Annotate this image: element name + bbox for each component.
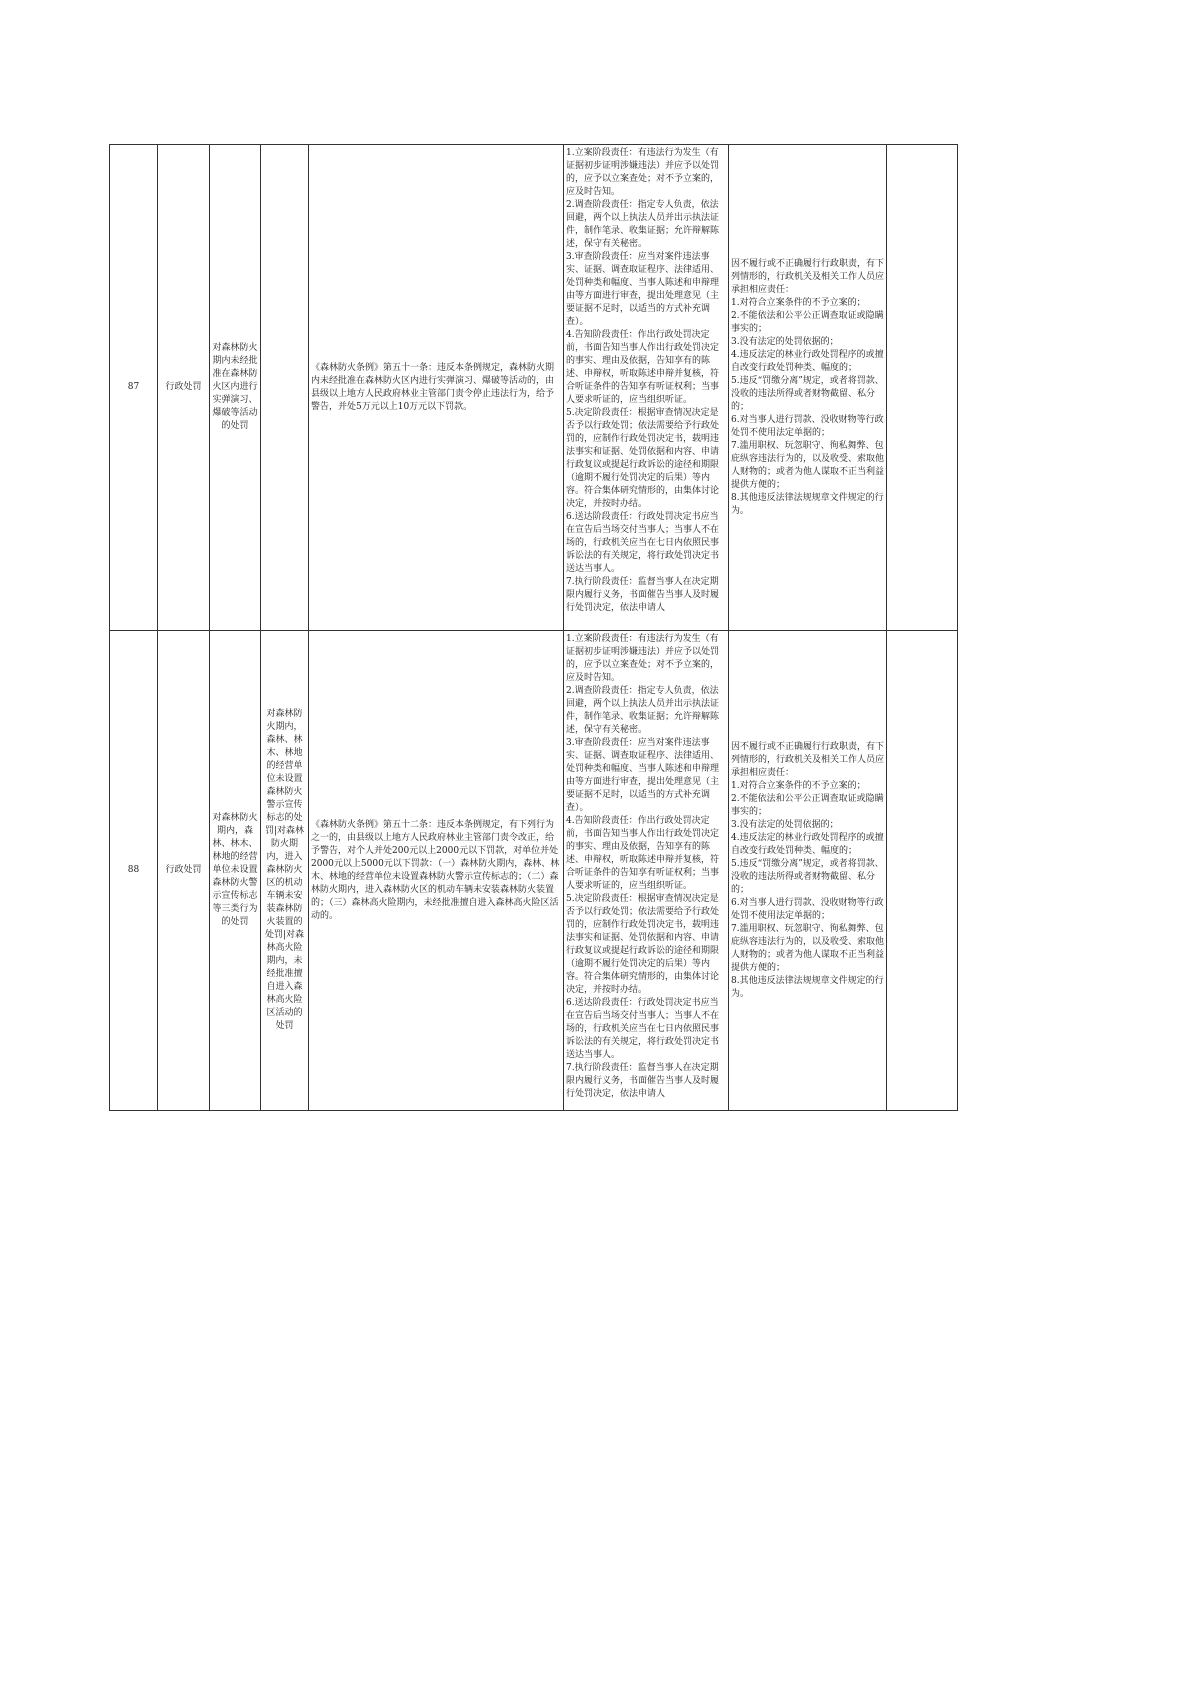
accountability-cell [729,145,887,631]
legal-basis: 《森林防火条例》第五十二条：违反本条例规定，有下列行为之一的，由县级以上地方人民政府林业主管部门责令改正，给予警告，对个人并处200元以上2000元以下罚款，对单位并处2000元以上5000元以下罚款：（一）森林防火期内，森林、林木、林地的经营单位未设置森林防火警示宣传标志的；（二）森林防火期内，进入森林防火区的机动车辆未安装森林防火装置的；（三）森林高火险期内，未经批准擅自进入森林高火险区活动的。 [309,631,564,1111]
responsibility-text: 1.立案阶段责任：有违法行为发生（有证据初步证明涉嫌违法）并应予以处罚的，应予以立案查处；对不予立案的，应及时告知。 2.调查阶段责任：指定专人负责，依法回避，两个以上执法人员并出示执法证件，制作笔录、收集证据；允许辩解陈述，保守有关秘密。 3.审查阶段责任：应当对案件违法事实、证据、调查取证程序、法律适用、处罚种类和幅度、当事人陈述和申辩理由等方面进行审查，提出处理意见（主要证据不足时，以适当的方式补充调查）。 4.告知阶段责任：作出行政处罚决定前，书面告知当事人作出行政处罚决定的事实、理由及依据，告知享有的陈述、申辩权，听取陈述申辩并复核，符合听证条件的告知享有听证权利；当事人要求听证的，应当组织听证。 5.决定阶段责任：根据审查情况决定是否予以行政处罚；依法需要给予行政处罚的，应制作行政处罚决定书，载明违法事实和证据、处罚依据和内容、申请行政复议或提起行政诉讼的途径和期限（逾期不履行处罚决定的后果）等内容。符合集体研究情形的，由集体讨论决定，并按时办结。 6.送达阶段责任：行政处罚决定书应当在宣告后当场交付当事人；当事人不在场的，行政机关应当在七日内依照民事诉讼法的有关规定，将行政处罚决定书送达当事人。 7.执行阶段责任：监督当事人在决定期限内履行义务，书面催告当事人及时履行处罚决定，依法申请人 [566,633,720,1099]
accountability-text: 因不履行或不正确履行行政职责，有下列情形的，行政机关及相关工作人员应承担相应责任： 1.对符合立案条件的不予立案的； 2.不能依法和公平公正调查取证或隐瞒事实的； 3.没有法定的处罚依据的； 4.违反法定的林业行政处罚程序的或擅自改变行政处罚种类、幅度的； 5.违反“罚缴分离”规定，或者将罚款、没收的违法所得或者财物截留、私分的； 6.对当事人进行罚款、没收财物等行政处罚不使用法定单据的； 7.滥用职权、玩忽职守、徇私舞弊、包庇纵容违法行为的，以及收受、索取他人财物的；或者为他人谋取不正当利益提供方便的； 8.其他违反法律法规规章文件规定的行为。 [731,741,885,999]
table-row [110,145,958,631]
item-number: 88 [110,631,158,1111]
responsibility-text: 1.立案阶段责任：有违法行为发生（有证据初步证明涉嫌违法）并应予以处罚的，应予以立案查处；对不予立案的，应及时告知。 2.调查阶段责任：指定专人负责，依法回避，两个以上执法人员并出示执法证件，制作笔录、收集证据；允许辩解陈述，保守有关秘密。 3.审查阶段责任：应当对案件违法事实、证据、调查取证程序、法律适用、处罚种类和幅度、当事人陈述和申辩理由等方面进行审查，提出处理意见（主要证据不足时，以适当的方式补充调查）。 4.告知阶段责任：作出行政处罚决定前，书面告知当事人作出行政处罚决定的事实、理由及依据，告知享有的陈述、申辩权，听取陈述申辩并复核，符合听证条件的告知享有听证权利；当事人要求听证的，应当组织听证。 5.决定阶段责任：根据审查情况决定是否予以行政处罚；依法需要给予行政处罚的，应制作行政处罚决定书，载明违法事实和证据、处罚依据和内容、申请行政复议或提起行政诉讼的途径和期限（逾期不履行处罚决定的后果）等内容。符合集体研究情形的，由集体讨论决定，并按时办结。 6.送达阶段责任：行政处罚决定书应当在宣告后当场交付当事人；当事人不在场的，行政机关应当在七日内依照民事诉讼法的有关规定，将行政处罚决定书送达当事人。 7.执行阶段责任：监督当事人在决定期限内履行义务，书面催告当事人及时履行处罚决定，依法申请人 [566,147,720,613]
table-row [110,631,958,1111]
item-type: 行政处罚 [158,631,210,1111]
item-name: 对森林防火期内未经批准在森林防火区内进行实弹演习、爆破等活动的处罚 [210,145,261,631]
remark [887,145,958,631]
sub-item: 对森林防火期内，森林、林木、林地的经营单位未设置森林防火警示宣传标志的处罚|对森林防火期内，进入森林防火区的机动车辆未安装森林防火装置的处罚|对森林高火险期内，未经批准擅自进入森林高火险区活动的处罚 [261,631,309,1111]
remark [887,631,958,1111]
sub-item [261,145,309,631]
responsibility-cell [564,631,729,1111]
accountability-cell [729,631,887,1111]
item-type: 行政处罚 [158,145,210,631]
item-number: 87 [110,145,158,631]
responsibility-cell [564,145,729,631]
item-name: 对森林防火期内，森林、林木、林地的经营单位未设置森林防火警示宣传标志等三类行为的处罚 [210,631,261,1111]
legal-basis: 《森林防火条例》第五十一条：违反本条例规定，森林防火期内未经批准在森林防火区内进行实弹演习、爆破等活动的，由县级以上地方人民政府林业主管部门责令停止违法行为，给予警告，并处5万元以上10万元以下罚款。 [309,145,564,631]
power-list-table [109,144,958,1111]
accountability-text: 因不履行或不正确履行行政职责，有下列情形的，行政机关及相关工作人员应承担相应责任： 1.对符合立案条件的不予立案的； 2.不能依法和公平公正调查取证或隐瞒事实的； 3.没有法定的处罚依据的； 4.违反法定的林业行政处罚程序的或擅自改变行政处罚种类、幅度的； 5.违反“罚缴分离”规定，或者将罚款、没收的违法所得或者财物截留、私分的； 6.对当事人进行罚款、没收财物等行政处罚不使用法定单据的； 7.滥用职权、玩忽职守、徇私舞弊、包庇纵容违法行为的，以及收受、索取他人财物的；或者为他人谋取不正当利益提供方便的； 8.其他违反法律法规规章文件规定的行为。 [731,258,885,516]
